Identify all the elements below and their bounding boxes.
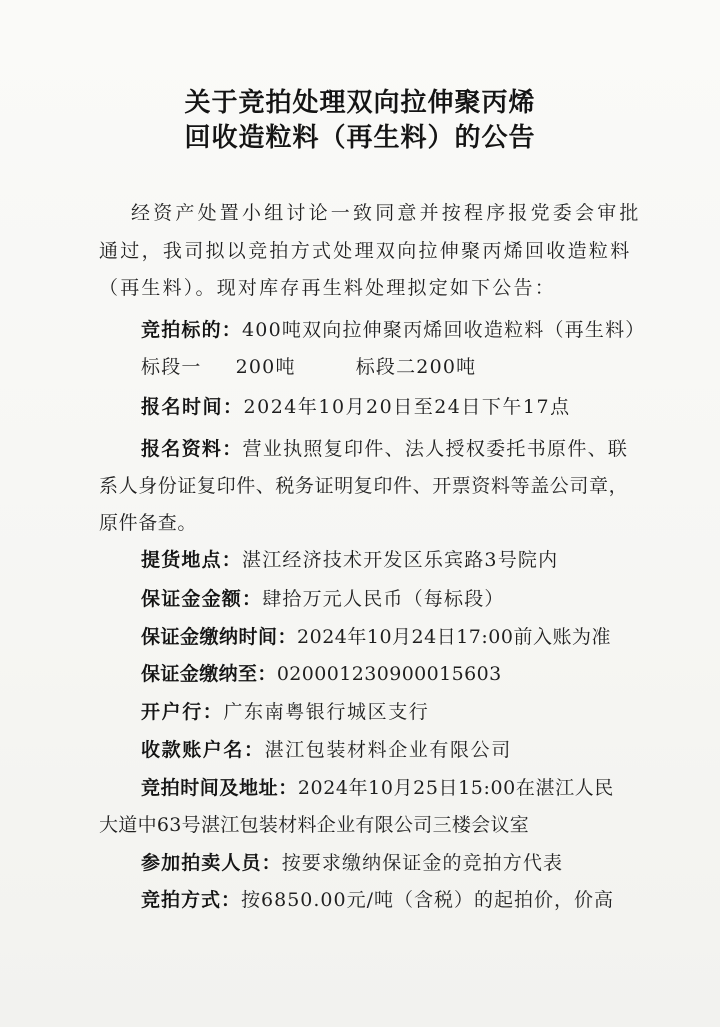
participants-value: 按要求缴纳保证金的竞拍方代表 xyxy=(281,852,564,874)
auction-time-place-line-2: 大道中63号湛江包装材料企业有限公司三楼会议室 xyxy=(99,814,530,836)
deposit-account-label: 保证金缴纳至： xyxy=(141,663,277,685)
deposit-account-row xyxy=(141,659,502,686)
bank-row xyxy=(141,697,429,724)
lot-two-label: 标段二200吨 xyxy=(355,356,477,378)
registration-docs-label: 报名资料： xyxy=(141,438,243,460)
auction-item-label: 竞拍标的： xyxy=(141,319,243,341)
lots-row xyxy=(141,352,476,379)
participants-row xyxy=(141,848,563,875)
payee-value: 湛江包装材料企业有限公司 xyxy=(264,739,512,761)
method-value: 按6850.00元/吨（含税）的起拍价，价高 xyxy=(241,889,614,911)
auction-item-row xyxy=(141,315,645,342)
deposit-deadline-row xyxy=(141,622,611,649)
participants-label: 参加拍卖人员： xyxy=(141,852,282,874)
registration-docs-line-3: 原件备查。 xyxy=(99,512,198,534)
lot-one-label: 标段一 xyxy=(141,356,202,378)
payee-row xyxy=(141,735,512,762)
method-row xyxy=(141,885,614,912)
auction-time-place-label: 竞拍时间及地址： xyxy=(141,777,298,799)
deposit-account-value: 020001230900015603 xyxy=(276,663,502,685)
registration-docs-line-2: 系人身份证复印件、税务证明复印件、开票资料等盖公司章， xyxy=(99,475,629,497)
document-title-line-2: 回收造粒料（再生料）的公告 xyxy=(184,123,536,153)
lot-one-quantity: 200吨 xyxy=(235,356,296,378)
registration-docs-row xyxy=(141,434,628,461)
pickup-label: 提货地点： xyxy=(141,549,243,571)
registration-time-row xyxy=(141,392,571,419)
bank-label: 开户行： xyxy=(141,701,224,723)
auction-time-place-value-1: 2024年10月25日15:00在湛江人民 xyxy=(297,777,614,799)
registration-docs-value-1: 营业执照复印件、法人授权委托书原件、联 xyxy=(242,438,629,460)
deposit-deadline-value: 2024年10月24日17:00前入账为准 xyxy=(297,626,611,648)
pickup-row xyxy=(141,545,558,572)
auction-item-value: 400吨双向拉伸聚丙烯回收造粒料（再生料） xyxy=(242,319,646,341)
method-label: 竞拍方式： xyxy=(141,889,242,911)
intro-line-3: （再生料）。现对库存再生料处理拟定如下公告： xyxy=(99,277,556,299)
intro-line-1: 经资产处置小组讨论一致同意并按程序报党委会审批 xyxy=(131,202,642,224)
auction-time-place-row xyxy=(141,773,614,800)
deposit-amount-label: 保证金金额： xyxy=(141,588,263,610)
registration-time-value: 2024年10月20日至24日下午17点 xyxy=(243,396,571,418)
deposit-deadline-label: 保证金缴纳时间： xyxy=(141,626,298,648)
intro-line-2: 通过，我司拟以竞拍方式处理双向拉伸聚丙烯回收造粒料 xyxy=(99,240,632,262)
deposit-amount-row xyxy=(141,584,505,611)
pickup-value: 湛江经济技术开发区乐宾路3号院内 xyxy=(242,549,559,571)
bank-value: 广东南粤银行城区支行 xyxy=(223,701,430,723)
registration-time-label: 报名时间： xyxy=(141,396,244,418)
payee-label: 收款账户名： xyxy=(141,739,265,761)
deposit-amount-value: 肆拾万元人民币（每标段） xyxy=(262,588,505,610)
document-title-line-1: 关于竞拍处理双向拉伸聚丙烯 xyxy=(184,88,536,118)
